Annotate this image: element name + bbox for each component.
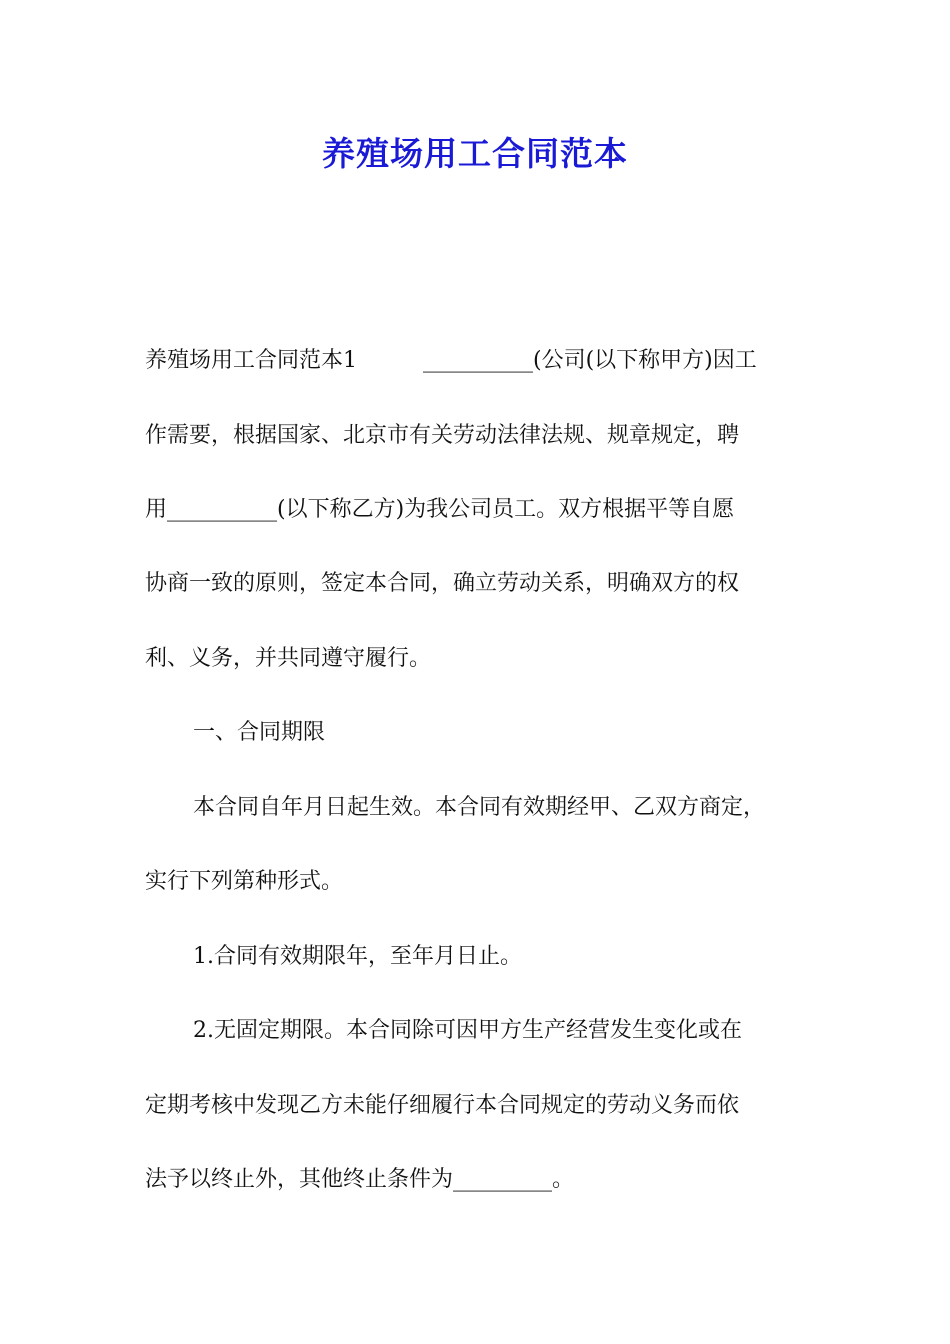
paragraph-line: 法予以终止外，其他终止条件为_________。 <box>145 1167 575 1192</box>
list-item: 1.合同有效期限年，至年月日止。 <box>193 944 522 969</box>
paragraph-line: 协商一致的原则，签定本合同，确立劳动关系，明确双方的权 <box>145 571 740 596</box>
paragraph-line: 用__________(以下称乙方)为我公司员工。双方根据平等自愿 <box>145 497 735 522</box>
section-heading: 一、合同期限 <box>193 720 326 745</box>
paragraph-line: 利、义务，并共同遵守履行。 <box>145 646 432 671</box>
paragraph-line: 作需要，根据国家、北京市有关劳动法律法规、规章规定，聘 <box>145 423 740 448</box>
paragraph-line: 养殖场用工合同范本1 __________(公司(以下称甲方)因工 <box>145 348 757 373</box>
paragraph-line: 本合同自年月日起生效。本合同有效期经甲、乙双方商定， <box>193 795 766 820</box>
paragraph-line: 定期考核中发现乙方未能仔细履行本合同规定的劳动义务而依 <box>145 1093 740 1118</box>
document-title: 养殖场用工合同范本 <box>322 134 628 173</box>
paragraph-line: 实行下列第种形式。 <box>145 869 344 894</box>
list-item: 2.无固定期限。本合同除可因甲方生产经营发生变化或在 <box>193 1018 742 1043</box>
